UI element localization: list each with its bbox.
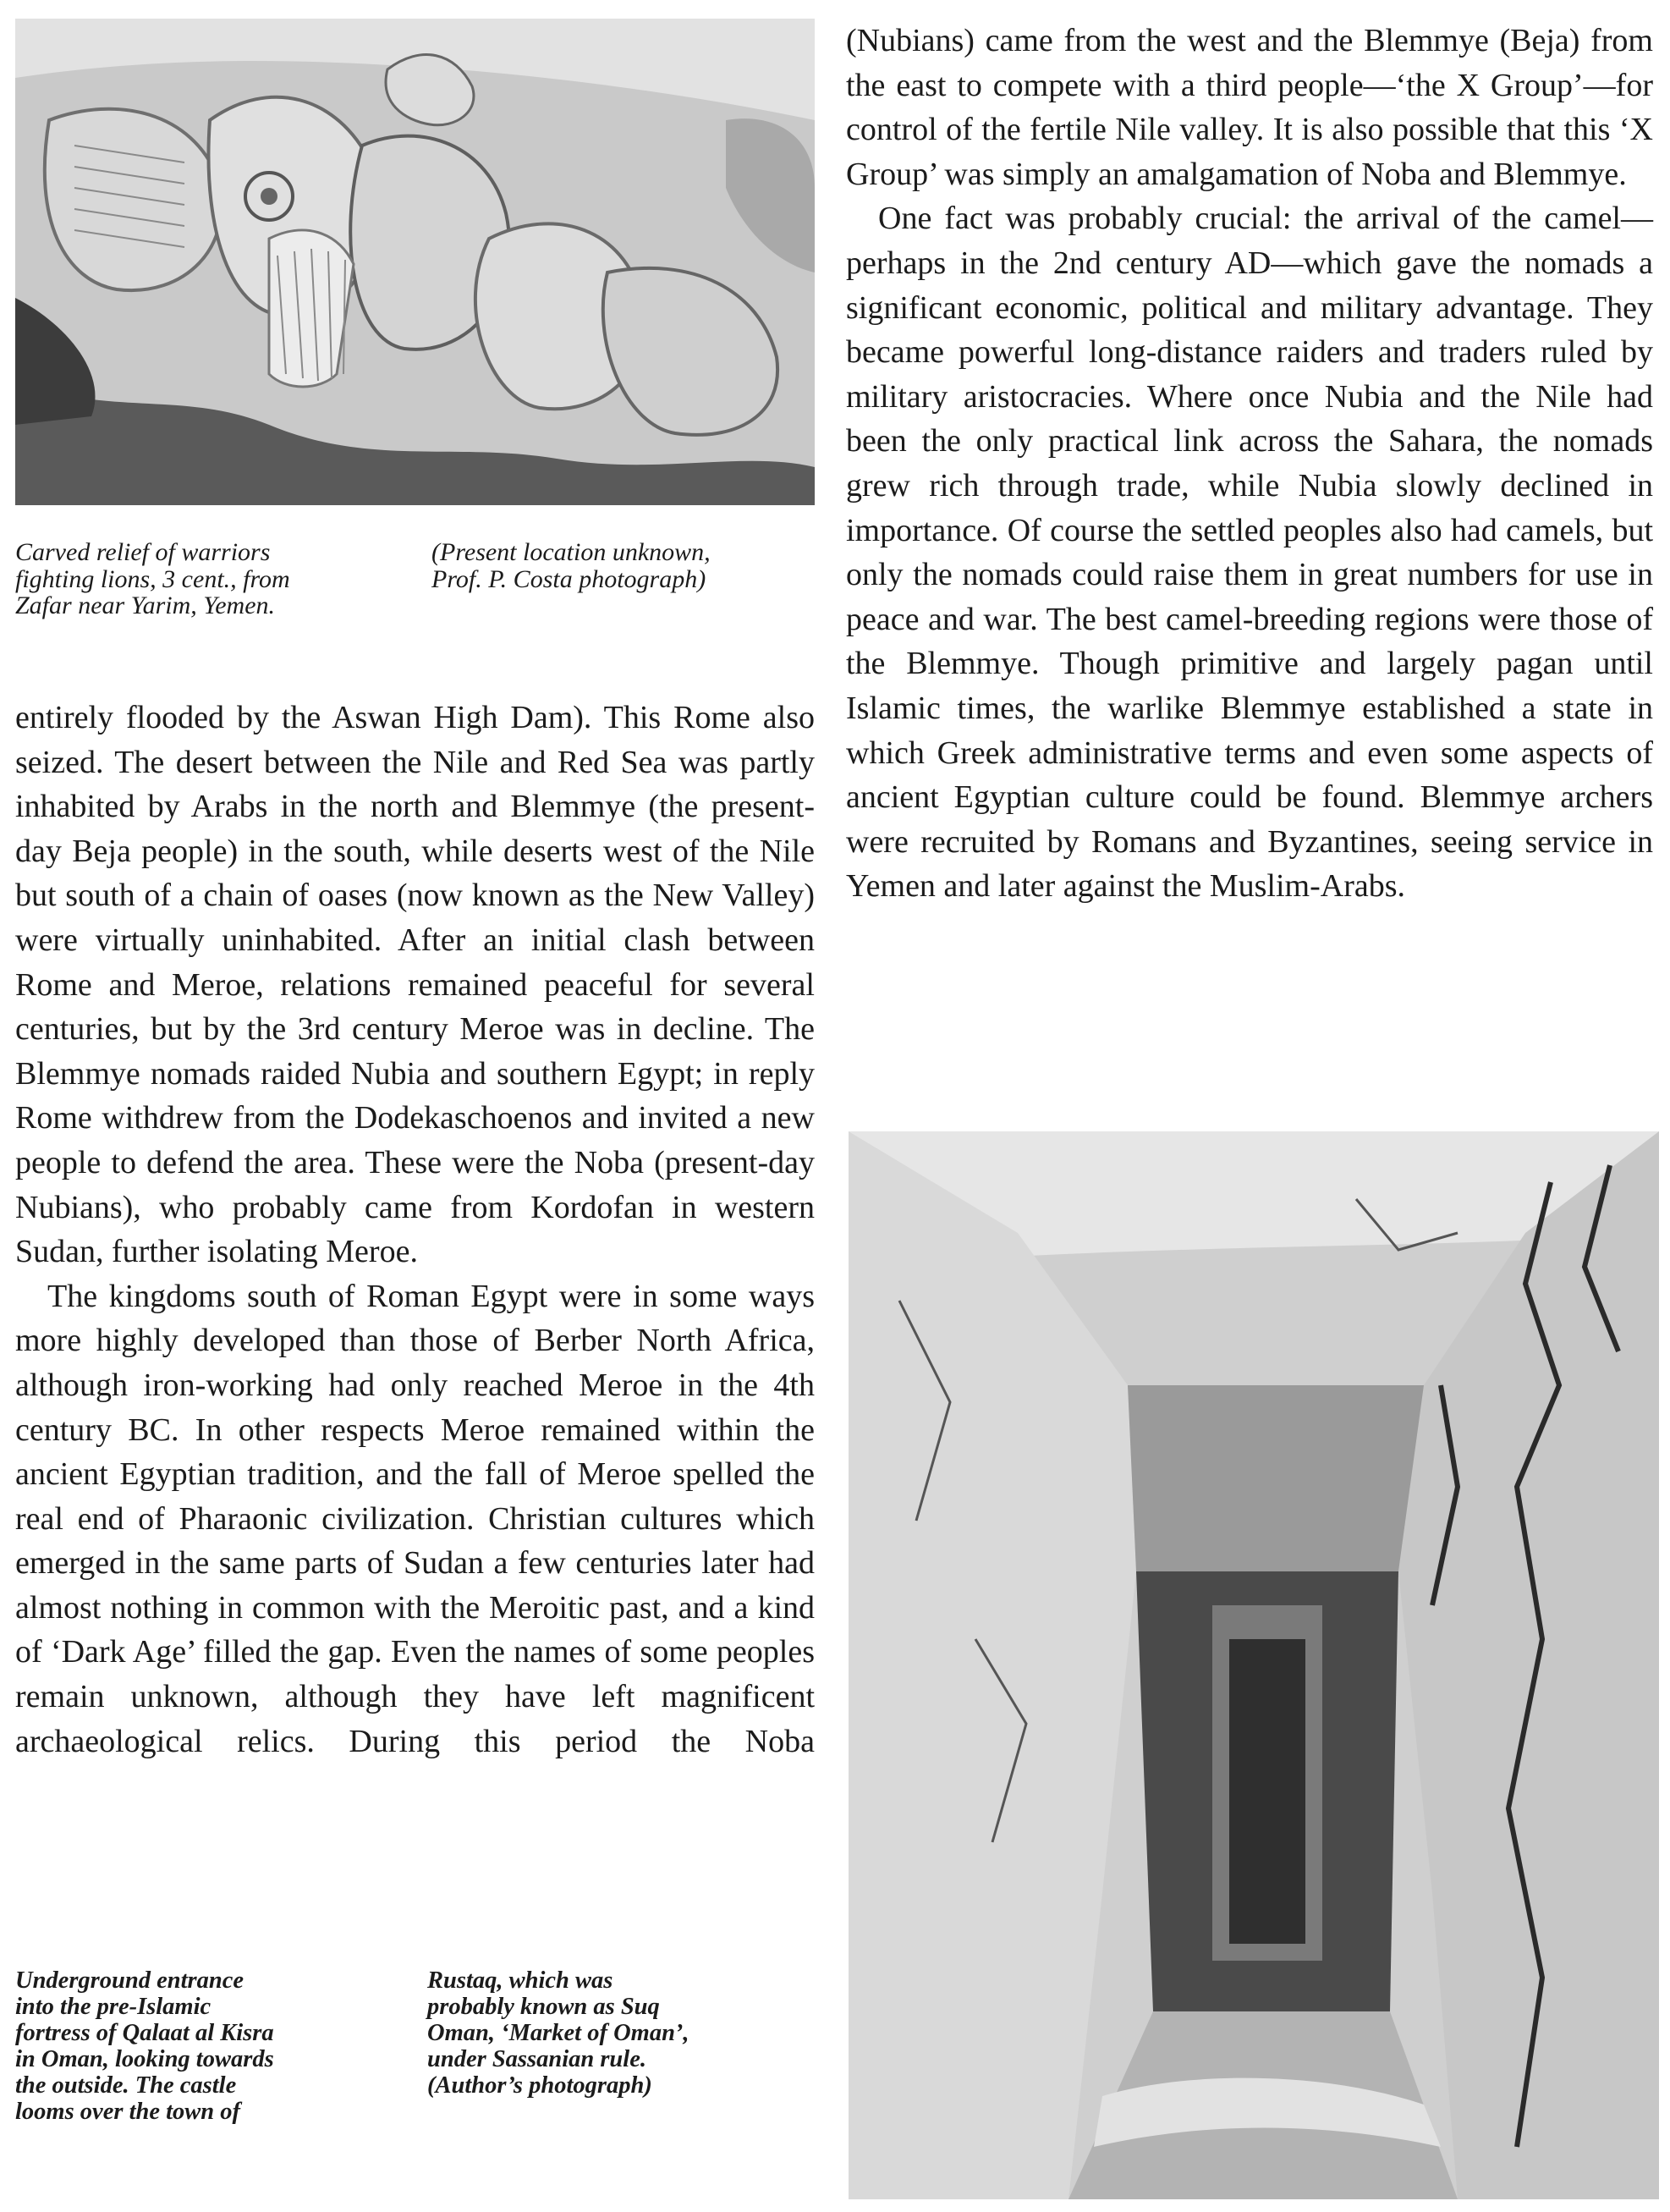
caption-line: fortress of Qalaat al Kisra [15, 2020, 274, 2046]
caption-line: Rustaq, which was [427, 1967, 613, 1994]
caption-line: (Author’s photograph) [427, 2072, 652, 2099]
caption-line: Oman, ‘Market of Oman’, [427, 2020, 689, 2046]
body-paragraph: One fact was probably crucial: the arrival of the camel—perhaps in the 2nd century AD—which gave the nomads a significant economic, political and military advantage. They became powerful long-distance raiders and traders ruled by military aristocracies. Where once Nubia and the Nile had been the only practical link across the Sahara, the nomads grew rich through trade, while Nubia slowly declined in importance. Of course the settled peoples also had camels, but only the nomads could raise them in great numbers for use in peace and war. The best camel-breeding regions were those of the Blemmye. Though primitive and largely pagan until Islamic times, the warlike Blemmye established a state in which Greek administrative terms and even some aspects of ancient Egyptian culture could be found. Blemmye archers were recruited by Romans and Byzantines, seeing service in Yemen and later against the Muslim-Arabs. [846, 201, 1653, 905]
caption-line: looms over the town of [15, 2099, 241, 2125]
body-paragraph: (Nubians) came from the west and the Blemmye (Beja) from the east to compete with a third people—‘the X Group’—for control of the fertile Nile valley. It is also possible that this ‘X Group’ was simply an amalgamation of Noba and Blemmye. [846, 23, 1653, 192]
relief-photo [15, 19, 815, 505]
caption-line: the outside. The castle [15, 2072, 237, 2099]
caption-line: under Sassanian rule. [427, 2046, 646, 2072]
caption-line: probably known as Suq [427, 1994, 660, 2020]
relief-caption [15, 539, 396, 619]
caption-line: Underground entrance [15, 1967, 244, 1994]
left-text-column [15, 696, 815, 1764]
body-paragraph: entirely flooded by the Aswan High Dam). This Rome also seized. The desert between the Nile and Red Sea was partly inhabited by Arabs in the north and Blemmye (the present-day Beja people) in the south, while deserts west of the Nile but south of a chain of oases (now known as the New Valley) were virtually uninhabited. After an initial clash between Rome and Meroe, relations remained peaceful for several centuries, but by the 3rd century Meroe was in decline. The Blemmye nomads raided Nubia and southern Egypt; in reply Rome withdrew from the Dodekaschoenos and invited a new people to defend the area. These were the Noba (present-day Nubians), who probably came from Kordofan in western Sudan, further isolating Meroe. [15, 700, 815, 1270]
entrance-image [849, 1131, 1659, 2199]
caption-line: into the pre-Islamic [15, 1994, 211, 2020]
caption-line: Zafar near Yarim, Yemen. [15, 592, 276, 619]
relief-image [15, 19, 815, 505]
caption-line: Prof. P. Costa photograph) [431, 564, 706, 593]
entrance-caption [15, 1967, 379, 2125]
caption-line: (Present location unknown, [431, 538, 711, 566]
fortress-entrance-photo [849, 1131, 1659, 2199]
caption-line: in Oman, looking towards [15, 2046, 274, 2072]
entrance-caption-continued [427, 1967, 808, 2099]
body-paragraph: The kingdoms south of Roman Egypt were in some ways more highly developed than those of Berber North Africa, although iron-working had only reached Meroe in the 4th century BC. In other respects Meroe remained within the ancient Egyptian tradition, and the fall of Meroe spelled the real end of Pharaonic civilization. Christian cultures which emerged in the same parts of Sudan a few centuries later had almost nothing in common with the Meroitic past, and a kind of ‘Dark Age’ filled the gap. Even the names of some peoples remain unknown, although they have left magnificent archaeological relics. During this period the Noba [15, 1278, 815, 1759]
caption-line: Carved relief of warriors [15, 538, 271, 566]
relief-credit [431, 539, 821, 592]
caption-line: fighting lions, 3 cent., from [15, 564, 290, 593]
right-text-column [846, 19, 1653, 909]
